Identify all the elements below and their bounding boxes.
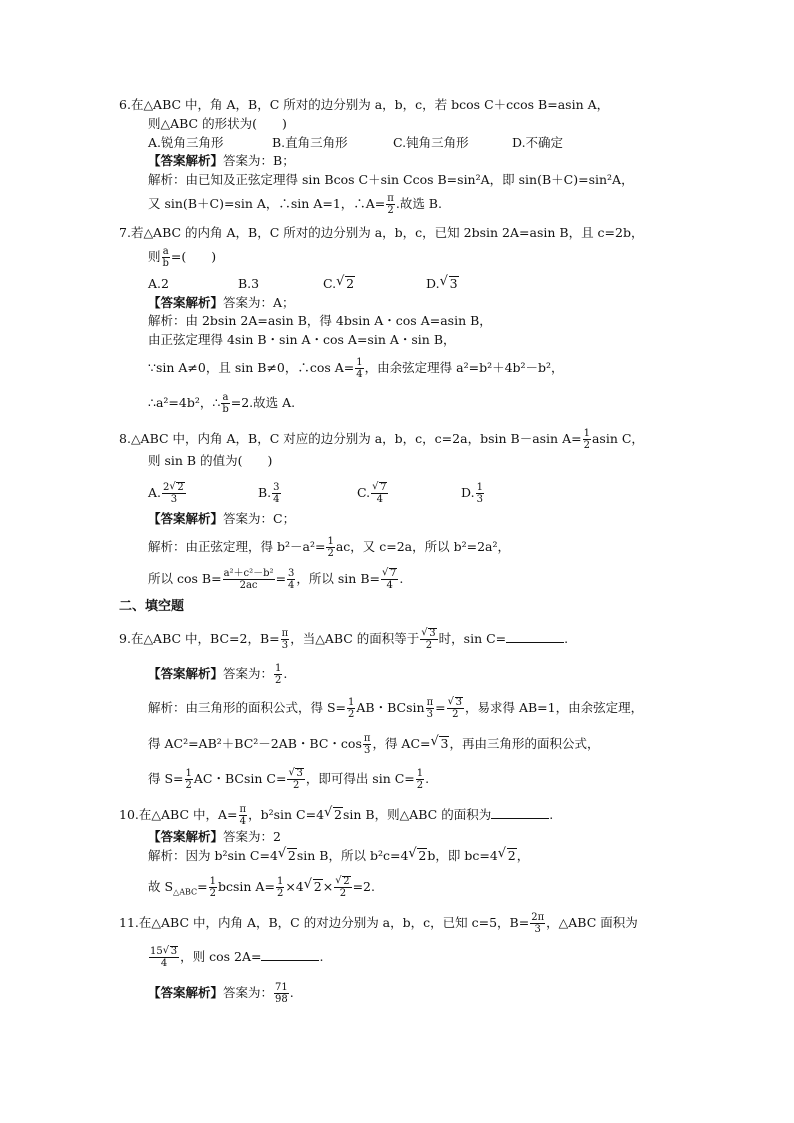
q6-stem: 6.在△ABC 中，角 A，B，C 所对的边分别为 a，b，c，若 bcos C＋ccos B=asin A， [119,97,610,112]
q10-answer: 【答案解析】答案为：2 [148,829,281,844]
fraction: √ $\frac{3}{2}$ [287,768,304,791]
fraction: √ $\frac{3}{2}$ [420,628,437,651]
q7-option-a: A.2 [148,276,169,291]
q9-answer: 【答案解析】答案为： $\frac{1}{2}$ . [148,663,288,686]
q6-solution-line2: 又 sin(B＋C)=sin A，∴sin A=1，∴A= $\frac{\pi}{2}$ .故选 B. [148,193,442,216]
fraction: $\frac{1}{2}$ [583,428,590,451]
fraction: $\frac{\pi}{4}$ [239,804,247,827]
q7-stem: 7.若△ABC 的内角 A，B，C 所对的边分别为 a，b，c，已知 2bsin 2A=asin B，且 c=2b， [119,225,644,240]
q6-option-d: D.不确定 [512,135,564,150]
q7-number: 7. [119,225,131,240]
fraction: $\frac{1}{4}$ [356,357,363,380]
q10-stem: 10.在△ABC 中，A= $\frac{\pi}{4}$ ，b²sin C=4√ 2sin B，则△ABC 的面积为 . [119,804,553,827]
q8-solution-line1: 解析：由正弦定理，得 b²－a²= $\frac{1}{2}$ ac，又 c=2a，所以 b²=2a²， [148,536,510,559]
fraction: $\frac{\text{a²＋c²－b²}}{2ac}$ [223,568,274,591]
sqrt: √ 3 [421,628,436,639]
q7-answer: 【答案解析】答案为：A； [148,295,295,310]
fraction: $\frac{1}{3}$ [476,482,483,505]
q7-solution-line4: ∴a²=4b²，∴ $\frac{a}{b}$ =2.故选 A. [148,392,296,415]
q6-number: 6. [119,97,131,112]
q9-number: 9. [119,631,131,646]
sqrt: √ 2 [304,879,323,895]
sqrt: √ 2 [278,848,297,864]
q7-solution-line1: 解析：由 2bsin 2A=asin B，得 4bsin A・cos A=asin B， [148,313,492,328]
q6-stem-line2: 则△ABC 的形状为( ) [148,116,287,131]
q7-option-c: C.√ 2 [323,276,355,292]
q7-option-d: D.√ 3 [426,276,459,292]
q7-solution-line2: 由正弦定理得 4sin B・sin A・cos A=sin A・sin B， [148,332,456,347]
fraction: $\frac{1}{2}$ [275,663,282,686]
fraction: $\frac{\pi}{2}$ [387,193,394,216]
fraction: $\frac{3}{4}$ [288,568,295,591]
q9-solution-line1: 解析：由三角形的面积公式，得 S= $\frac{1}{2}$ AB・BCsin $\frac{\pi}{3}$ = √ $\frac{3}{2}$ ，易求得 AB=1，由余弦定理， [148,697,643,720]
q11-stem-line2: $\frac{15√ 3}{4}$ ，则 cos 2A= . [148,946,323,969]
sqrt: √ 2 [336,276,355,292]
q6-option-c: C.钝角三角形 [393,135,469,150]
fraction: $\frac{71}{98}$ [275,982,288,1005]
fraction: $\frac{a}{b}$ [222,392,229,415]
fraction: $\frac{1}{2}$ [348,697,355,720]
fraction: $\frac{1}{2}$ [416,768,424,791]
q7-solution-line3: ∵sin A≠0，且 sin B≠0，∴cos A= $\frac{1}{4}$ ，由余弦定理得 a²=b²＋4b²－b²， [148,357,564,380]
q8-answer: 【答案解析】答案为：C； [148,511,296,526]
q8-option-b: B. $\frac{3}{4}$ [258,482,280,505]
q9-solution-line3: 得 S= $\frac{1}{2}$ AC・BCsin C= √ $\frac{3}{2}$ ，即可得出 sin C= $\frac{1}{2}$ . [148,768,429,791]
sqrt: √ 2 [169,482,184,493]
q10-solution-line1: 解析：因为 b²sin C=4√ 2sin B，所以 b²c=4√ 2b，即 bc=4√ 2， [148,848,529,864]
q8-stem-line2: 则 sin B 的值为( ) [148,453,273,468]
q10-solution-line2: 故 $S_{\triangle ABC}=$ $\frac{1}{2}$ bcsin A= $\frac{1}{2}$ ×4√ 2× √ $\frac{2}{2}$ =2. [148,876,375,899]
sqrt: √ 7 [382,568,397,579]
fraction: √ $\frac{2}{2}$ [334,876,351,899]
answer-blank[interactable] [491,808,549,819]
fraction: $\frac{3}{4}$ [273,482,280,505]
sqrt: √ 3 [440,276,459,292]
q8-stem: 8.△ABC 中，内角 A，B，C 对应的边分别为 a，b，c，c=2a，bsin B－asin A= $\frac{1}{2}$ asin C， [119,428,644,451]
q7-option-b: B.3 [238,276,260,291]
fraction: √ $\frac{7}{4}$ [381,568,398,591]
sqrt: √ 2 [335,876,350,887]
fraction: √ $\frac{3}{2}$ [447,697,464,720]
fraction: $\frac{\pi}{3}$ [281,628,289,651]
answer-blank[interactable] [506,632,564,643]
fraction: √ $\frac{7}{4}$ [371,482,388,505]
fraction: $\frac{1}{2}$ [327,536,334,559]
q11-number: 11. [119,915,139,930]
q8-option-d: D. $\frac{1}{3}$ [461,482,483,505]
q9-solution-line2: 得 AC²=AB²＋BC²－2AB・BC・cos $\frac{\pi}{3}$ ，得 AC=√ 3，再由三角形的面积公式， [148,733,599,756]
fraction: $\frac{1}{2}$ [276,876,284,899]
fraction: $\frac{2\pi}{3}$ [531,912,545,935]
section-heading: 二、填空题 [119,599,185,614]
q8-number: 8. [119,431,131,446]
q6-solution-line1: 解析：由已知及正弦定理得 sin Bcos C＋sin Ccos B=sin²A，即 sin(B＋C)=sin²A， [148,172,634,187]
q8-solution-line2: 所以 cos B= $\frac{\text{a²＋c²－b²}}{2ac}$ = $\frac{3}{4}$ ，所以 sin B= √ $\frac{7}{4}$ . [148,568,403,591]
q11-stem: 11.在△ABC 中，内角 A，B，C 的对边分别为 a，b，c，已知 c=5，B= $\frac{2\pi}{3}$ ，△ABC 面积为 [119,912,638,935]
fraction: $\frac{1}{2}$ [185,768,192,791]
sqrt: √ 3 [288,768,303,779]
q6-option-a: A.锐角三角形 [148,135,224,150]
sqrt: √ 3 [430,736,449,752]
sqrt: √ 3 [163,946,178,957]
fraction: $\frac{15√ 3}{4}$ [149,946,179,969]
q8-option-c: C. √ $\frac{7}{4}$ [357,482,389,505]
fraction: $\frac{a}{b}$ [162,246,169,269]
q6-answer: 【答案解析】答案为：B； [148,153,295,168]
q10-number: 10. [119,807,139,822]
sqrt: √ 2 [498,848,517,864]
q6-option-b: B.直角三角形 [272,135,348,150]
fraction: $\frac{2√ 2}{3}$ [162,482,186,505]
sqrt: √ 2 [324,807,343,823]
fraction: $\frac{1}{2}$ [209,876,216,899]
fraction: $\frac{\pi}{3}$ [363,733,371,756]
sqrt: √ 7 [372,482,387,493]
fraction: $\frac{\pi}{3}$ [426,697,434,720]
sqrt: √ 2 [408,848,427,864]
q7-stem-line2: 则 $\frac{a}{b}$ =( ) [148,246,217,269]
q9-stem: 9.在△ABC 中，BC=2，B= $\frac{\pi}{3}$ ，当△ABC 的面积等于 √ $\frac{3}{2}$ 时，sin C= . [119,628,568,651]
q11-answer: 【答案解析】答案为： $\frac{71}{98}$ . [148,982,294,1005]
answer-blank[interactable] [261,950,319,961]
q8-option-a: A. $\frac{2√ 2}{3}$ [148,482,187,505]
sqrt: √ 3 [448,697,463,708]
